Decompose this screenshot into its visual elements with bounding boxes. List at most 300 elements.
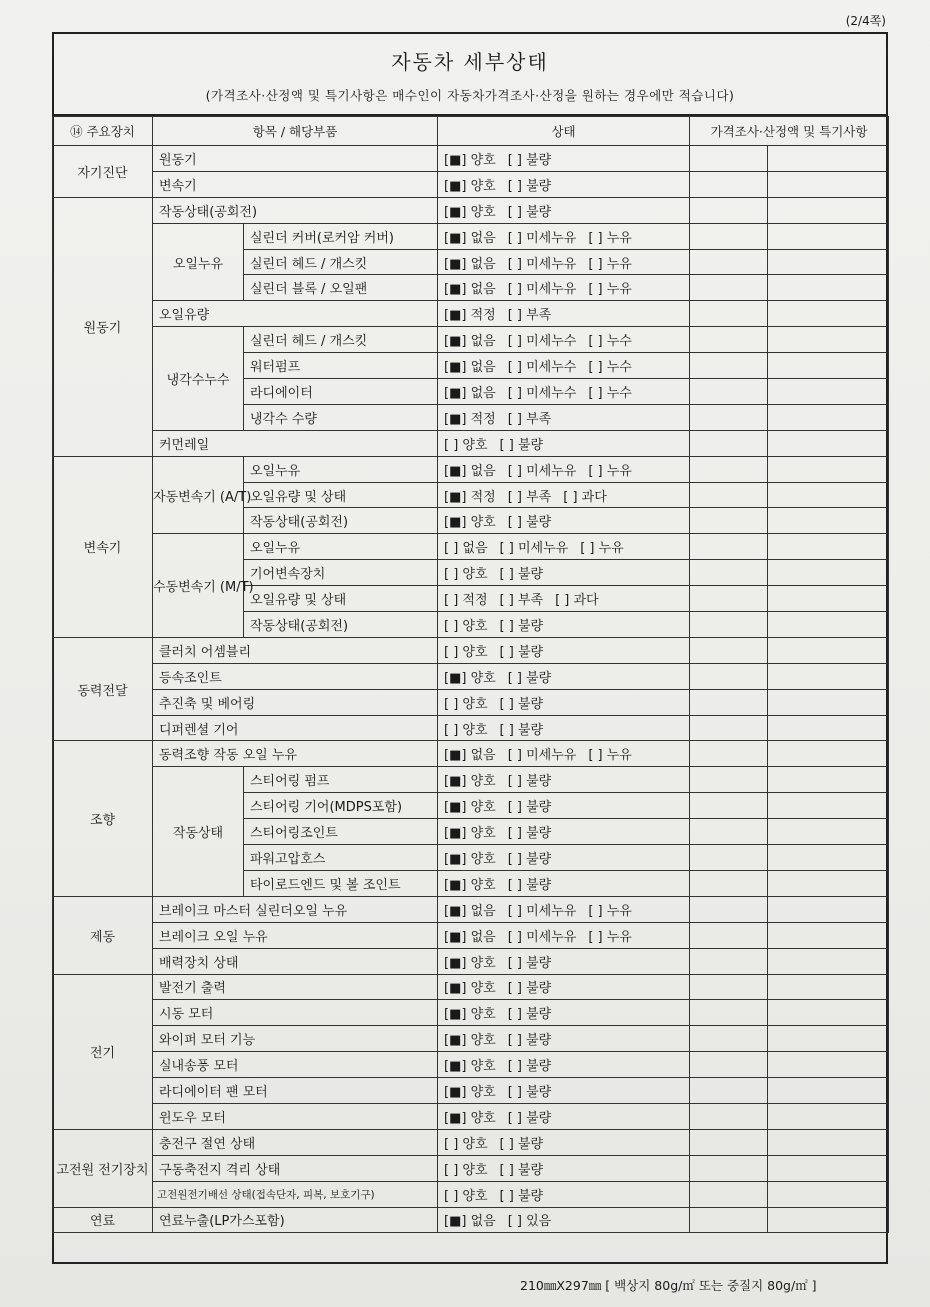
status-option[interactable]: [ ] 불량 xyxy=(507,1059,552,1075)
status-option[interactable]: [ ] 양호 xyxy=(444,1136,488,1152)
price-note-cell[interactable] xyxy=(690,922,768,948)
status-option[interactable]: [ ] 미세누유 xyxy=(507,903,577,919)
item-cell: 브레이크 마스터 실린더오일 누유 xyxy=(153,896,438,922)
status-option[interactable]: [ ] 누유 xyxy=(588,903,632,919)
special-note-cell[interactable] xyxy=(768,171,889,197)
table-row xyxy=(53,1207,889,1233)
status-option[interactable]: [ ] 불량 xyxy=(499,1188,544,1204)
price-note-cell[interactable] xyxy=(690,275,768,301)
status-option[interactable]: [■] 양호 xyxy=(444,1085,496,1100)
price-note-cell[interactable] xyxy=(690,1155,768,1181)
status-option[interactable]: [■] 적정 xyxy=(444,489,496,505)
subcategory-cell: 냉각수누수 xyxy=(153,327,244,431)
status-cell xyxy=(438,146,690,172)
price-note-cell[interactable] xyxy=(690,223,768,249)
special-note-cell[interactable] xyxy=(768,482,889,508)
price-note-cell[interactable] xyxy=(690,146,768,172)
status-option[interactable]: [ ] 적정 xyxy=(444,593,488,609)
special-note-cell[interactable] xyxy=(768,146,889,172)
item-cell: 타이로드엔드 및 볼 조인트 xyxy=(244,870,438,896)
status-option[interactable]: [ ] 누유 xyxy=(580,541,624,557)
item-cell: 실린더 커버(로커암 커버) xyxy=(244,223,438,249)
item-cell: 오일유량 및 상태 xyxy=(244,482,438,508)
price-note-cell[interactable] xyxy=(690,689,768,715)
status-option[interactable]: [■] 없음 xyxy=(444,256,496,272)
price-note-cell[interactable] xyxy=(690,560,768,586)
status-option[interactable]: [ ] 미세누수 xyxy=(507,334,577,350)
category-cell: 변속기 xyxy=(53,456,153,637)
table-row xyxy=(53,741,889,767)
status-cell xyxy=(438,870,690,896)
status-option[interactable]: [ ] 부족 xyxy=(507,411,552,427)
price-note-cell[interactable] xyxy=(690,793,768,819)
status-option[interactable]: [■] 양호 xyxy=(444,955,496,971)
status-cell xyxy=(438,482,690,508)
header-item: 항목 / 해당부품 xyxy=(153,117,438,146)
price-note-cell[interactable] xyxy=(690,1078,768,1104)
status-cell xyxy=(438,845,690,871)
status-option[interactable]: [ ] 양호 xyxy=(444,567,488,583)
status-option[interactable]: [ ] 불량 xyxy=(499,1162,544,1178)
status-option[interactable]: [■] 없음 xyxy=(444,334,496,350)
status-option[interactable]: [ ] 불량 xyxy=(507,1085,552,1100)
special-note-cell[interactable] xyxy=(768,249,889,275)
price-note-cell[interactable] xyxy=(690,1181,768,1207)
price-note-cell[interactable] xyxy=(690,637,768,663)
price-note-cell[interactable] xyxy=(690,301,768,327)
table-row xyxy=(53,1103,889,1129)
status-cell xyxy=(438,456,690,482)
status-option[interactable]: [■] 없음 xyxy=(444,748,496,764)
subcategory-cell: 수동변속기 (M/T) xyxy=(153,534,244,638)
status-option[interactable]: [■] 양호 xyxy=(444,800,496,816)
category-cell: 조향 xyxy=(53,741,153,896)
status-option[interactable]: [ ] 불량 xyxy=(499,618,544,634)
status-option[interactable]: [■] 양호 xyxy=(444,826,496,842)
status-option[interactable]: [■] 없음 xyxy=(444,1214,496,1230)
status-option[interactable]: [ ] 불량 xyxy=(507,152,552,168)
status-option[interactable]: [ ] 누유 xyxy=(588,230,632,246)
table-row xyxy=(53,146,889,172)
status-option[interactable]: [ ] 불량 xyxy=(507,826,552,842)
special-note-cell[interactable] xyxy=(768,1078,889,1104)
price-note-cell[interactable] xyxy=(690,249,768,275)
special-note-cell[interactable] xyxy=(768,922,889,948)
item-cell: 오일유량 xyxy=(153,301,438,327)
special-note-cell[interactable] xyxy=(768,379,889,405)
item-cell: 냉각수 수량 xyxy=(244,404,438,430)
status-option[interactable]: [ ] 양호 xyxy=(444,618,488,634)
status-cell xyxy=(438,896,690,922)
status-option[interactable]: [ ] 누유 xyxy=(588,463,632,479)
status-option[interactable]: [ ] 불량 xyxy=(507,800,552,816)
status-option[interactable]: [ ] 미세누유 xyxy=(507,929,577,945)
price-note-cell[interactable] xyxy=(690,353,768,379)
item-cell: 와이퍼 모터 기능 xyxy=(153,1026,438,1052)
status-cell xyxy=(438,197,690,223)
special-note-cell[interactable] xyxy=(768,819,889,845)
status-option[interactable]: [■] 양호 xyxy=(444,178,496,194)
special-note-cell[interactable] xyxy=(768,1155,889,1181)
status-option[interactable]: [ ] 없음 xyxy=(444,541,488,557)
price-note-cell[interactable] xyxy=(690,974,768,1000)
price-note-cell[interactable] xyxy=(690,1207,768,1233)
price-note-cell[interactable] xyxy=(690,819,768,845)
special-note-cell[interactable] xyxy=(768,353,889,379)
subcategory-cell: 작동상태 xyxy=(153,767,244,896)
price-note-cell[interactable] xyxy=(690,1052,768,1078)
status-cell xyxy=(438,637,690,663)
price-note-cell[interactable] xyxy=(690,1000,768,1026)
status-option[interactable]: [ ] 부족 xyxy=(507,308,552,324)
price-note-cell[interactable] xyxy=(690,404,768,430)
table-row xyxy=(53,767,889,793)
price-note-cell[interactable] xyxy=(690,430,768,456)
status-option[interactable]: [■] 없음 xyxy=(444,463,496,479)
status-cell xyxy=(438,689,690,715)
table-row xyxy=(53,896,889,922)
table-row xyxy=(53,223,889,249)
special-note-cell[interactable] xyxy=(768,715,889,741)
price-note-cell[interactable] xyxy=(690,612,768,638)
status-option[interactable]: [ ] 미세누유 xyxy=(507,463,577,479)
status-cell xyxy=(438,741,690,767)
status-cell xyxy=(438,1103,690,1129)
status-option[interactable]: [■] 양호 xyxy=(444,851,496,867)
subcategory-cell: 오일누유 xyxy=(153,223,244,301)
special-note-cell[interactable] xyxy=(768,301,889,327)
status-option[interactable]: [■] 없음 xyxy=(444,360,496,376)
table-row xyxy=(53,1129,889,1155)
status-option[interactable]: [ ] 과다 xyxy=(555,593,599,609)
status-option[interactable]: [ ] 미세누유 xyxy=(507,256,577,272)
special-note-cell[interactable] xyxy=(768,948,889,974)
price-note-cell[interactable] xyxy=(690,1129,768,1155)
status-option[interactable]: [■] 양호 xyxy=(444,981,496,997)
special-note-cell[interactable] xyxy=(768,1129,889,1155)
status-option[interactable]: [■] 양호 xyxy=(444,515,496,531)
special-note-cell[interactable] xyxy=(768,663,889,689)
status-cell xyxy=(438,404,690,430)
price-note-cell[interactable] xyxy=(690,508,768,534)
status-option[interactable]: [ ] 부족 xyxy=(499,593,544,609)
item-cell: 원동기 xyxy=(153,146,438,172)
status-option[interactable]: [■] 없음 xyxy=(444,929,496,945)
status-cell xyxy=(438,948,690,974)
status-option[interactable]: [ ] 누수 xyxy=(588,334,632,350)
price-note-cell[interactable] xyxy=(690,870,768,896)
special-note-cell[interactable] xyxy=(768,456,889,482)
special-note-cell[interactable] xyxy=(768,767,889,793)
status-option[interactable]: [ ] 미세누수 xyxy=(507,385,577,401)
price-note-cell[interactable] xyxy=(690,663,768,689)
status-option[interactable]: [ ] 불량 xyxy=(499,567,544,583)
status-option[interactable]: [ ] 불량 xyxy=(507,851,552,867)
price-note-cell[interactable] xyxy=(690,1026,768,1052)
status-cell xyxy=(438,1078,690,1104)
item-cell: 스티어링 펌프 xyxy=(244,767,438,793)
price-note-cell[interactable] xyxy=(690,896,768,922)
status-option[interactable]: [ ] 불량 xyxy=(499,437,544,453)
status-option[interactable]: [■] 적정 xyxy=(444,411,496,427)
category-cell: 고전원 전기장치 xyxy=(53,1129,153,1207)
status-option[interactable]: [ ] 불량 xyxy=(507,1033,552,1049)
price-note-cell[interactable] xyxy=(690,715,768,741)
status-option[interactable]: [■] 없음 xyxy=(444,230,496,246)
status-option[interactable]: [ ] 누수 xyxy=(588,360,632,376)
status-option[interactable]: [■] 양호 xyxy=(444,152,496,168)
status-option[interactable]: [■] 양호 xyxy=(444,1110,496,1126)
page-number: (2/4쪽) xyxy=(845,14,886,28)
special-note-cell[interactable] xyxy=(768,1103,889,1129)
status-option[interactable]: [ ] 불량 xyxy=(507,178,552,194)
status-cell xyxy=(438,171,690,197)
status-option[interactable]: [■] 양호 xyxy=(444,1007,496,1023)
special-note-cell[interactable] xyxy=(768,793,889,819)
price-note-cell[interactable] xyxy=(690,327,768,353)
status-cell xyxy=(438,1207,690,1233)
price-note-cell[interactable] xyxy=(690,456,768,482)
item-cell: 배력장치 상태 xyxy=(153,948,438,974)
item-cell: 시동 모터 xyxy=(153,1000,438,1026)
status-option[interactable]: [ ] 누수 xyxy=(588,385,632,401)
item-cell: 오일누유 xyxy=(244,456,438,482)
item-cell: 클러치 어셈블리 xyxy=(153,637,438,663)
status-option[interactable]: [■] 양호 xyxy=(444,204,496,220)
status-cell xyxy=(438,586,690,612)
price-note-cell[interactable] xyxy=(690,845,768,871)
item-cell: 라디에이터 팬 모터 xyxy=(153,1078,438,1104)
item-cell: 디퍼렌셜 기어 xyxy=(153,715,438,741)
item-cell: 발전기 출력 xyxy=(153,974,438,1000)
page-subtitle: (가격조사·산정액 및 특기사항은 매수인이 자동차가격조사·산정을 원하는 경우에만 적습니다) xyxy=(205,88,735,103)
item-cell: 윈도우 모터 xyxy=(153,1103,438,1129)
item-cell: 커먼레일 xyxy=(153,430,438,456)
special-note-cell[interactable] xyxy=(768,1052,889,1078)
status-cell xyxy=(438,715,690,741)
special-note-cell[interactable] xyxy=(768,637,889,663)
price-note-cell[interactable] xyxy=(690,197,768,223)
status-cell xyxy=(438,301,690,327)
status-cell xyxy=(438,974,690,1000)
category-cell: 자기진단 xyxy=(53,146,153,198)
table-row xyxy=(53,430,889,456)
status-option[interactable]: [ ] 미세누유 xyxy=(507,282,577,298)
special-note-cell[interactable] xyxy=(768,508,889,534)
status-option[interactable]: [ ] 과다 xyxy=(563,489,607,505)
status-option[interactable]: [■] 양호 xyxy=(444,1033,496,1049)
table-row xyxy=(53,974,889,1000)
table-row xyxy=(53,456,889,482)
price-note-cell[interactable] xyxy=(690,1103,768,1129)
status-option[interactable]: [ ] 양호 xyxy=(444,1188,488,1204)
special-note-cell[interactable] xyxy=(768,275,889,301)
status-cell xyxy=(438,1181,690,1207)
header-note: 가격조사·산정액 및 특기사항 xyxy=(690,117,889,146)
header-status: 상태 xyxy=(438,117,690,146)
status-cell xyxy=(438,275,690,301)
status-option[interactable]: [ ] 누유 xyxy=(588,929,632,945)
status-option[interactable]: [ ] 부족 xyxy=(507,489,552,505)
status-option[interactable]: [ ] 양호 xyxy=(444,722,488,738)
status-option[interactable]: [ ] 미세누수 xyxy=(507,360,577,376)
status-cell xyxy=(438,819,690,845)
special-note-cell[interactable] xyxy=(768,845,889,871)
table-row xyxy=(53,922,889,948)
status-option[interactable]: [■] 양호 xyxy=(444,1059,496,1075)
table-row xyxy=(53,637,889,663)
price-note-cell[interactable] xyxy=(690,171,768,197)
item-cell: 실린더 헤드 / 개스킷 xyxy=(244,249,438,275)
status-option[interactable]: [ ] 누유 xyxy=(588,256,632,272)
item-cell: 동력조향 작동 오일 누유 xyxy=(153,741,438,767)
status-option[interactable]: [ ] 양호 xyxy=(444,1162,488,1178)
status-option[interactable]: [ ] 불량 xyxy=(507,955,552,971)
special-note-cell[interactable] xyxy=(768,741,889,767)
price-note-cell[interactable] xyxy=(690,534,768,560)
status-option[interactable]: [ ] 불량 xyxy=(499,644,544,660)
item-cell: 파워고압호스 xyxy=(244,845,438,871)
price-note-cell[interactable] xyxy=(690,948,768,974)
status-cell xyxy=(438,922,690,948)
status-option[interactable]: [ ] 불량 xyxy=(507,204,552,220)
status-option[interactable]: [ ] 불량 xyxy=(507,877,552,893)
status-option[interactable]: [■] 양호 xyxy=(444,774,496,790)
item-cell: 실내송풍 모터 xyxy=(153,1052,438,1078)
table-row xyxy=(53,1181,889,1207)
special-note-cell[interactable] xyxy=(768,197,889,223)
status-cell xyxy=(438,379,690,405)
status-option[interactable]: [■] 없음 xyxy=(444,385,496,401)
table-row xyxy=(53,534,889,560)
price-note-cell[interactable] xyxy=(690,741,768,767)
status-option[interactable]: [ ] 있음 xyxy=(507,1214,552,1230)
status-option[interactable]: [■] 양호 xyxy=(444,670,496,686)
special-note-cell[interactable] xyxy=(768,327,889,353)
table-row xyxy=(53,1052,889,1078)
special-note-cell[interactable] xyxy=(768,1181,889,1207)
status-cell xyxy=(438,663,690,689)
paper-spec-footer: 210㎜X297㎜ [ 백상지 80g/㎡ 또는 중질지 80g/㎡ ] xyxy=(520,1278,817,1293)
table-row xyxy=(53,689,889,715)
price-note-cell[interactable] xyxy=(690,482,768,508)
status-option[interactable]: [■] 없음 xyxy=(444,282,496,298)
status-cell xyxy=(438,1129,690,1155)
status-option[interactable]: [ ] 불량 xyxy=(499,1136,544,1152)
status-option[interactable]: [ ] 미세누유 xyxy=(499,541,569,557)
status-option[interactable]: [ ] 미세누유 xyxy=(507,748,577,764)
status-cell xyxy=(438,767,690,793)
item-cell: 실린더 헤드 / 개스킷 xyxy=(244,327,438,353)
status-option[interactable]: [ ] 양호 xyxy=(444,437,488,453)
title-box xyxy=(52,32,888,116)
status-cell xyxy=(438,612,690,638)
special-note-cell[interactable] xyxy=(768,1026,889,1052)
status-option[interactable]: [ ] 불량 xyxy=(507,774,552,790)
item-cell: 변속기 xyxy=(153,171,438,197)
special-note-cell[interactable] xyxy=(768,1207,889,1233)
item-cell: 워터펌프 xyxy=(244,353,438,379)
status-cell xyxy=(438,534,690,560)
item-cell: 라디에이터 xyxy=(244,379,438,405)
status-option[interactable]: [ ] 불량 xyxy=(507,515,552,531)
status-cell xyxy=(438,249,690,275)
table-header-row xyxy=(53,117,889,146)
special-note-cell[interactable] xyxy=(768,534,889,560)
item-cell: 고전원전기배선 상태(접속단자, 피복, 보호기구) xyxy=(153,1181,438,1207)
item-cell: 기어변속장치 xyxy=(244,560,438,586)
table-row xyxy=(53,171,889,197)
table-row xyxy=(53,1026,889,1052)
price-note-cell[interactable] xyxy=(690,379,768,405)
status-cell xyxy=(438,353,690,379)
special-note-cell[interactable] xyxy=(768,223,889,249)
status-option[interactable]: [ ] 불량 xyxy=(507,1110,552,1126)
item-cell: 스티어링 기어(MDPS포함) xyxy=(244,793,438,819)
item-cell: 작동상태(공회전) xyxy=(244,612,438,638)
status-cell xyxy=(438,223,690,249)
item-cell: 연료누출(LP가스포함) xyxy=(153,1207,438,1233)
item-cell: 오일누유 xyxy=(244,534,438,560)
status-cell xyxy=(438,1052,690,1078)
table-row xyxy=(53,327,889,353)
status-option[interactable]: [■] 양호 xyxy=(444,877,496,893)
status-option[interactable]: [■] 적정 xyxy=(444,308,496,324)
status-option[interactable]: [ ] 불량 xyxy=(499,696,544,712)
table-row xyxy=(53,301,889,327)
status-cell xyxy=(438,430,690,456)
special-note-cell[interactable] xyxy=(768,430,889,456)
special-note-cell[interactable] xyxy=(768,404,889,430)
status-option[interactable]: [■] 없음 xyxy=(444,903,496,919)
item-cell: 충전구 절연 상태 xyxy=(153,1129,438,1155)
special-note-cell[interactable] xyxy=(768,560,889,586)
item-cell: 추진축 및 베어링 xyxy=(153,689,438,715)
table-row xyxy=(53,197,889,223)
special-note-cell[interactable] xyxy=(768,689,889,715)
status-cell xyxy=(438,1000,690,1026)
item-cell: 실린더 블록 / 오일팬 xyxy=(244,275,438,301)
status-option[interactable]: [ ] 누유 xyxy=(588,282,632,298)
status-option[interactable]: [ ] 불량 xyxy=(499,722,544,738)
status-cell xyxy=(438,1026,690,1052)
subcategory-cell: 자동변속기 (A/T) xyxy=(153,456,244,534)
item-cell: 등속조인트 xyxy=(153,663,438,689)
special-note-cell[interactable] xyxy=(768,612,889,638)
price-note-cell[interactable] xyxy=(690,767,768,793)
header-main-device: ⑭ 주요장치 xyxy=(53,117,153,146)
status-cell xyxy=(438,560,690,586)
status-option[interactable]: [ ] 미세누유 xyxy=(507,230,577,246)
status-option[interactable]: [ ] 누유 xyxy=(588,748,632,764)
status-option[interactable]: [ ] 불량 xyxy=(507,670,552,686)
price-note-cell[interactable] xyxy=(690,586,768,612)
status-option[interactable]: [ ] 양호 xyxy=(444,696,488,712)
special-note-cell[interactable] xyxy=(768,1000,889,1026)
special-note-cell[interactable] xyxy=(768,896,889,922)
status-option[interactable]: [ ] 양호 xyxy=(444,644,488,660)
status-cell xyxy=(438,793,690,819)
special-note-cell[interactable] xyxy=(768,974,889,1000)
special-note-cell[interactable] xyxy=(768,870,889,896)
status-option[interactable]: [ ] 불량 xyxy=(507,1007,552,1023)
special-note-cell[interactable] xyxy=(768,586,889,612)
category-cell: 연료 xyxy=(53,1207,153,1233)
status-option[interactable]: [ ] 불량 xyxy=(507,981,552,997)
item-cell: 브레이크 오일 누유 xyxy=(153,922,438,948)
category-cell: 제동 xyxy=(53,896,153,974)
item-cell: 구동축전지 격리 상태 xyxy=(153,1155,438,1181)
